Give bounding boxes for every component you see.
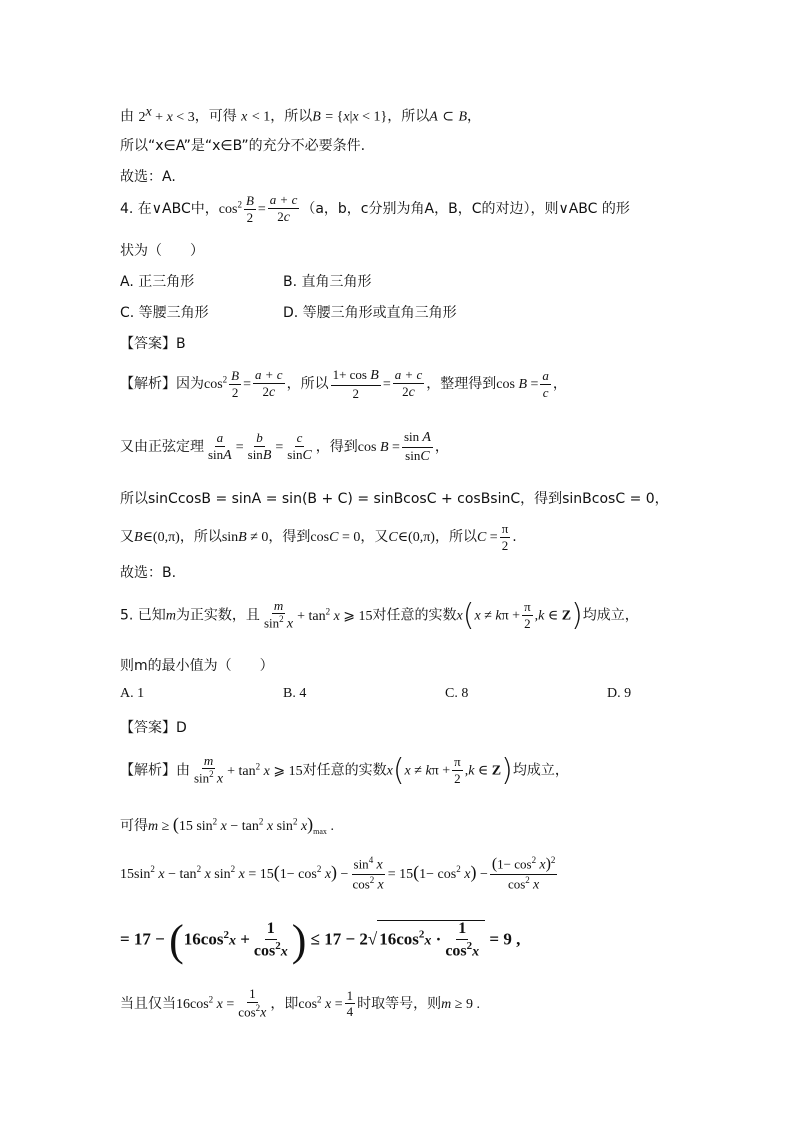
analysis-4-line2: 又由正弦定理 $\frac{a}{\sin A}$ = $\frac{b}{\sin B}$ = $\frac{c}{\sin C}$ ，得到cos B = $\frac{\text{sin A}}{\sin C}$ ， — [120, 429, 449, 464]
option-c: C. 8 — [445, 686, 469, 701]
text-segment: 对任意的实数 — [372, 607, 457, 624]
text-line-1: 由 $2^x + x < 3$，可得 x < 1，所以B = {x|x < 1}，所以A ⊂ B， — [120, 104, 482, 125]
text-segment: ，得到 — [268, 529, 311, 546]
text-segment: 5. 已知 — [120, 607, 166, 624]
option-d: D. 等腰三角形或直角三角形 — [283, 305, 457, 321]
text-segment: ，所以 — [387, 108, 430, 125]
text-segment: . — [512, 529, 517, 546]
text-segment: 时取等号，则 — [357, 995, 442, 1012]
text-segment: 又由正弦定理 — [120, 439, 204, 456]
analysis-5-line5: 当且仅当$16\cos^2$ x = $\frac{1}{\cos^2x}$ ，即$\cos^2 x$ = $\frac{1}{4}$ 时取等号，则m ≥ 9 . — [120, 986, 480, 1020]
option-d: D. 9 — [607, 686, 632, 701]
analysis-4-line3: 所以sinCcosB = sinA = sin(B + C) = sinBcosC + cosBsinC，得到sinBcosC = 0， — [120, 491, 669, 507]
text-segment: ，所以 — [434, 529, 477, 546]
text-segment: 均成立， — [512, 762, 569, 779]
analysis-4-line4: 又B∈(0,π)，所以sinB ≠ 0，得到cosC = 0，又C∈(0,π)，所以C = $\frac{\pi}{2}$ . — [120, 521, 517, 553]
text-segment: ，得到 — [315, 439, 358, 456]
text-segment: 又 — [120, 529, 134, 546]
text-segment: ， — [467, 108, 482, 125]
answer-5: 【答案】D — [120, 720, 187, 736]
text-line-3: 故选：A. — [120, 169, 176, 185]
text-segment: 4. 在∨ABC中， — [120, 201, 219, 218]
analysis-5-line1: 【解析】由 $\frac{m}{\sin^2 x}$ + $\tan^2 x$ ⩾ 15对任意的实数x(x ≠ kπ + $\frac{\pi}{2}$ ,k ∈ Z)均成立， — [120, 752, 569, 788]
text-segment: ， — [552, 376, 567, 393]
option-a: A. 正三角形 — [120, 274, 195, 290]
option-a: A. 1 — [120, 686, 145, 701]
text-segment: 由 — [120, 108, 134, 125]
text-segment: 【解析】由 — [120, 762, 190, 779]
conclusion-4: 故选：B. — [120, 565, 177, 581]
text-segment: ，又 — [360, 529, 389, 546]
text-segment: （a，b，c分别为角A，B，C的对边），则∨ABC 的形 — [301, 201, 630, 218]
text-segment: 对任意的实数 — [302, 762, 387, 779]
text-segment: ， — [434, 439, 449, 456]
analysis-5-line3: $15\sin^2$ $x - \tan^2 x$ $\sin^2 x = 15(1- \cos^2 x)$ − $\frac{\sin^4 x}{\cos^2 x}$ = $15(1- \cos^2 x)$ − $\frac{(1- \cos^2 x)^2}{\cos^2 x}$ — [120, 855, 556, 893]
text-segment: ，所以 — [270, 108, 313, 125]
text-segment: ，即 — [270, 995, 299, 1012]
text-segment: ，所以 — [179, 529, 222, 546]
question-5-stem-line2: 则m的最小值为（ ） — [120, 658, 274, 674]
question-5-stem: 5. 已知m为正实数，且 $\frac{m}{\sin^2 x}$ + $\tan^2 x$ ⩾ 15对任意的实数x(x ≠ kπ + $\frac{\pi}{2}$ ,k ∈ Z)均成立， — [120, 597, 639, 633]
question-4-stem: 4. 在∨ABC中，$\cos^2$ $\frac{B}{2}$ = $\frac{a + c}{2c}$ （a，b，c分别为角A，B，C的对边），则∨ABC 的形 — [120, 192, 630, 225]
text-segment: 【解析】因为 — [120, 376, 204, 393]
option-b: B. 直角三角形 — [283, 274, 372, 290]
answer-4: 【答案】B — [120, 336, 186, 352]
option-c: C. 等腰三角形 — [120, 305, 209, 321]
analysis-4-line1: 【解析】因为$\cos^2$ $\frac{B}{2}$ = $\frac{a + c}{2c}$ ，所以 $\frac{\text{1+ cos B}}{2}$ = $\frac{a + c}{2c}$ ，整理得到cos B = $\frac{a}{c}$ ， — [120, 367, 567, 401]
question-4-stem-line2: 状为（ ） — [120, 243, 204, 259]
option-b: B. 4 — [283, 686, 307, 701]
analysis-5-line4: = $17 - (16\cos^2x$ + $\frac{1}{\cos^2x}$ ) ≤ 17 − 2√ $16\cos^2x$ · $\frac{1}{\cos^2x}$ = 9 , — [120, 916, 521, 965]
text-segment: ，可得 — [194, 108, 237, 125]
text-segment: 当且仅当 — [120, 995, 176, 1012]
analysis-5-line2: 可得m ≥ (15 $\sin^2 x - \tan^2 x$ $\sin^2 x)_{max}$ . — [120, 814, 334, 836]
text-segment: 为正实数，且 — [175, 607, 260, 624]
text-segment: 可得 — [120, 818, 148, 834]
text-segment: 均成立， — [582, 607, 639, 624]
text-line-2: 所以“x∈A”是“x∈B”的充分不必要条件. — [120, 138, 366, 154]
text-segment: ，整理得到 — [426, 376, 497, 393]
text-segment: ，所以 — [286, 376, 329, 393]
